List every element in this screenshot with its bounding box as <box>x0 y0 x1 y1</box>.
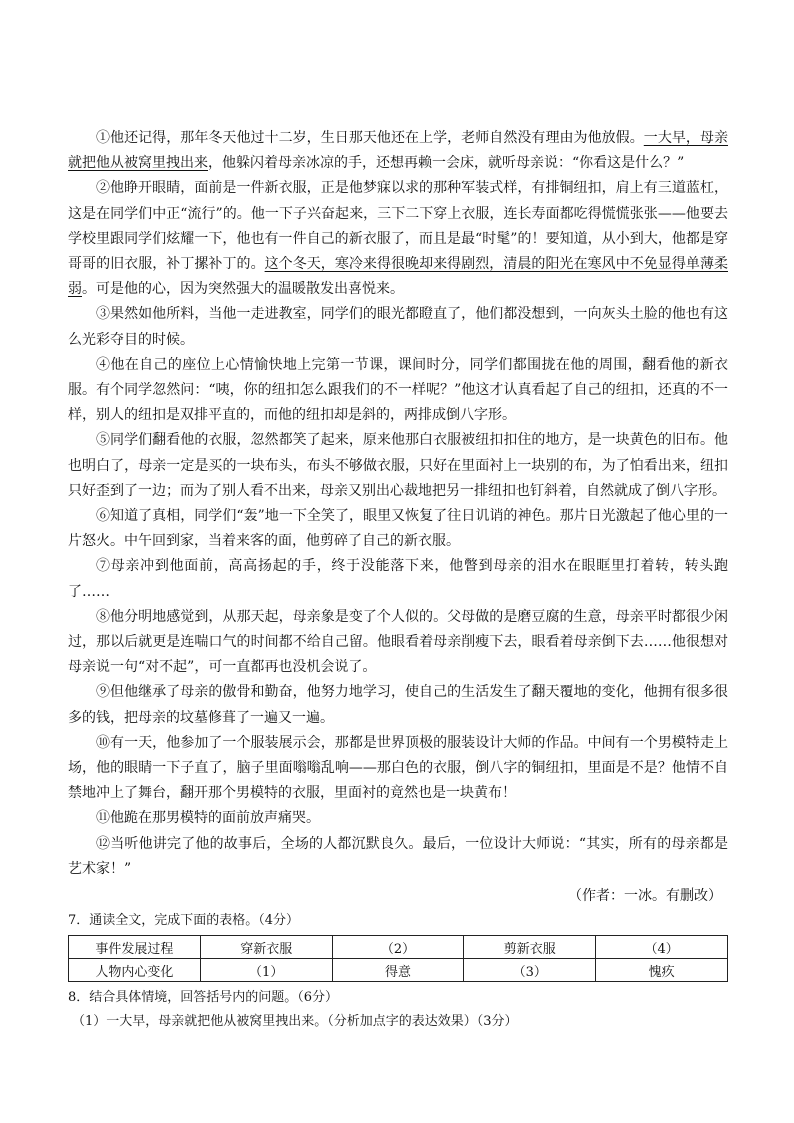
question-7-title: 7．通读全文，完成下面的表格。（4分） <box>68 913 300 929</box>
table-cell: （3） <box>464 959 596 982</box>
paragraph-10: ⑩有一天，他参加了一个服装展示会，那都是世界顶极的服装设计大师的作品。中间有一个男模特走上场，他的眼睛一下子直了，脑子里面嗡嗡乱响——那白色的衣服，倒八字的铜纽扣，里面是不是？他情不自禁地冲上了舞台，翻开那个男模特的衣服，里面衬的竟然也是一块黄布！ <box>68 734 728 802</box>
table-cell: 愧疚 <box>596 959 728 982</box>
table-cell: （1） <box>200 959 332 982</box>
question-8-sub-1: （1）一大早，母亲就把他从被窝里拽出来。（分析加点字的表达效果）（3分） <box>72 1014 518 1030</box>
paragraph-4: ④他在自己的座位上心情愉快地上完第一节课，课间时分，同学们都围拢在他的周围，翻看他的新衣服。有个同学忽然问：“咦，你的纽扣怎么跟我们的不一样呢？”他这才认真看起了自己的纽扣，还真的不一样，别人的纽扣是双排平直的，而他的纽扣却是斜的，两排成倒八字形。 <box>68 356 728 424</box>
table-row <box>69 959 728 982</box>
paragraph-5: ⑤同学们翻看他的衣服，忽然都笑了起来，原来他那白衣服被纽扣扣住的地方，是一块黄色的旧布。他也明白了，母亲一定是买的一块布头，布头不够做衣服，只好在里面衬上一块别的布，为了怕看出来，纽扣只好歪到了一边；而为了别人看不出来，母亲又别出心裁地把另一排纽扣也钉斜着，自然就成了倒八字形。 <box>68 432 728 499</box>
table-row <box>69 936 728 959</box>
paragraph-7: ⑦母亲冲到他面前，高高扬起的手，终于没能落下来，他瞥到母亲的泪水在眼眶里打着转，转头跑了…… <box>68 558 728 600</box>
paragraph-2: ②他睁开眼睛，面前是一件新衣服，正是他梦寐以求的那种军装式样，有排铜纽扣，肩上有三道蓝杠，这是在同学们中正“流行”的。他一下子兴奋起来，三下二下穿上衣服，连长寿面都吃得慌慌张张——他要去学校里跟同学们炫耀一下，他也有一件自己的新衣服了，而且是最“时髦”的！要知道，从小到大，他都是穿哥哥的旧衣服，补丁摞补丁的。这个冬天，寒冷来得很晚却来得剧烈，清晨的阳光在寒风中不免显得单薄柔弱。可是他的心，因为突然强大的温暖散发出喜悦来。 <box>68 180 728 298</box>
table-cell: （2） <box>332 936 464 959</box>
paragraph-9: ⑨但他继承了母亲的傲骨和勤奋，他努力地学习，使自己的生活发生了翻天覆地的变化，他拥有很多很多的钱，把母亲的坟墓修葺了一遍又一遍。 <box>68 684 728 726</box>
question-7-table <box>68 935 728 982</box>
author-note: （作者：一冰。有删改） <box>568 888 722 905</box>
underlined-sentence-2: 这个冬天，寒冷来得很晚却来得剧烈，清晨的阳光在寒风中不免显得单薄柔弱 <box>68 256 728 298</box>
table-cell: 得意 <box>332 959 464 982</box>
table-cell: 穿新衣服 <box>200 936 332 959</box>
underlined-sentence-1: 一大早，母亲就把他从被窝里拽出来 <box>68 130 729 172</box>
table-cell: （4） <box>596 936 728 959</box>
paragraph-6: ⑥知道了真相，同学们“轰”地一下全笑了，眼里又恢复了往日讥诮的神色。那片日光激起了他心里的一片怒火。中午回到家，当着来客的面，他剪碎了自己的新衣服。 <box>68 508 728 550</box>
question-8-title: 8．结合具体情境，回答括号内的问题。（6分） <box>68 990 339 1006</box>
paragraph-1: ①他还记得，那年冬天他过十二岁，生日那天他还在上学，老师自然没有理由为他放假。一大早，母亲就把他从被窝里拽出来，他躲闪着母亲冰凉的手，还想再赖一会床，就听母亲说：“你看这是什么？” <box>68 130 729 172</box>
reading-passage <box>68 126 728 1034</box>
table-cell: 事件发展过程 <box>69 936 201 959</box>
paragraph-12: ⑫当听他讲完了他的故事后，全场的人都沉默良久。最后，一位设计大师说：“其实，所有的母亲都是艺术家！” <box>68 835 728 877</box>
paragraph-8: ⑧他分明地感觉到，从那天起，母亲象是变了个人似的。父母做的是磨豆腐的生意，母亲平时都很少闲过，那以后就更是连喘口气的时间都不给自己留。他眼看着母亲削瘦下去，眼看着母亲倒下去……他很想对母亲说一句“对不起”，可一直都再也没机会说了。 <box>68 608 728 676</box>
paragraph-3: ③果然如他所料，当他一走进教室，同学们的眼光都瞪直了，他们都没想到，一向灰头土脸的他也有这么光彩夺目的时候。 <box>68 306 728 348</box>
table-cell: 人物内心变化 <box>69 959 201 982</box>
paragraph-11: ⑪他跪在那男模特的面前放声痛哭。 <box>96 810 320 827</box>
table-cell: 剪新衣服 <box>464 936 596 959</box>
